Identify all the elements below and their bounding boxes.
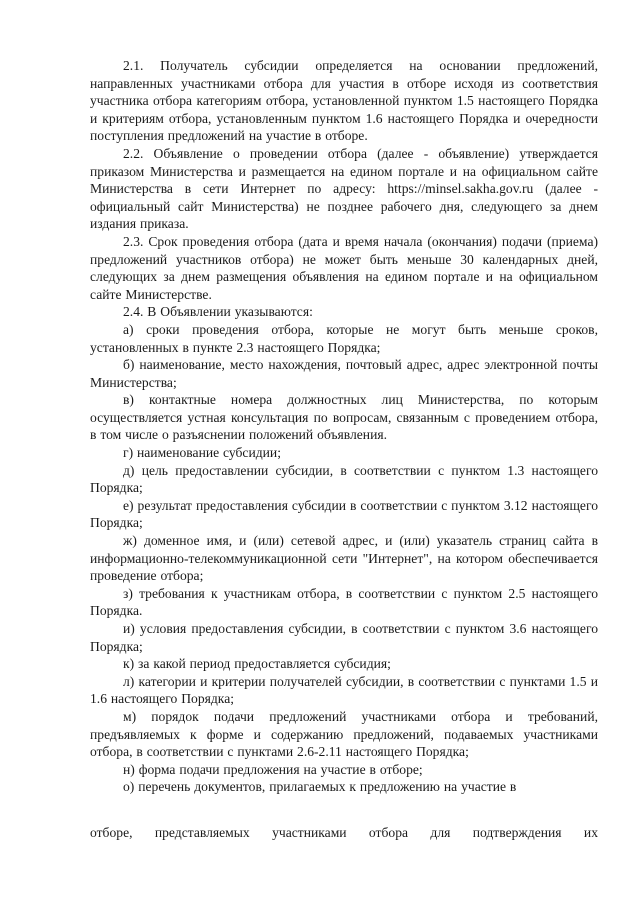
list-item-l: л) категории и критерии получателей субсидии, в соответствии с пунктами 1.5 и 1.6 настоящего Порядка; (90, 673, 598, 707)
list-item-b: б) наименование, место нахождения, почтовый адрес, адрес электронной почты Министерства; (90, 357, 598, 390)
list-item-g: г) наименование субсидии; (123, 445, 281, 461)
list-item-e: е) результат предоставления субсидии в соответствии с пунктом 3.12 настоящего Порядка; (90, 497, 598, 531)
list-item-a: а) сроки проведения отбора, которые не могут быть меньше сроков, установленных в пункте 2.3 настоящего Порядка; (90, 321, 598, 355)
list-item-z: з) требования к участникам отбора, в соответствии с пунктом 2.5 настоящего Порядка. (90, 585, 598, 619)
list-item-k: к) за какой период предоставляется субсидия; (123, 656, 391, 672)
list-item-v: в) контактные номера должностных лиц Министерства, по которым осуществляется устная консультация по вопросам, связанным с проведением отбора, в том числе о разъяснении положений объявления. (90, 392, 598, 443)
paragraph-2-3: 2.3. Срок проведения отбора (дата и время начала (окончания) подачи (приема) предложений участников отбора) не может быть меньше 30 календарных дней, следующих за днем размещения объявления на едином портале и на официальном сайте Министерстве. (90, 233, 598, 302)
list-item-o: о) перечень документов, прилагаемых к предложению на участие в (123, 779, 517, 795)
list-item-zh: ж) доменное имя, и (или) сетевой адрес, и (или) указатель страниц сайта в информационно-телекоммуникационной сети "Интернет", на котором обеспечивается проведение отбора; (90, 533, 598, 584)
list-item-d: д) цель предоставлении субсидии, в соответствии с пунктом 1.3 настоящего Порядка; (90, 462, 598, 496)
list-item-n: н) форма подачи предложения на участие в отборе; (123, 761, 423, 777)
paragraph-2-1: 2.1. Получатель субсидии определяется на основании предложений, направленных участниками отбора для участия в отборе исходя из соответствия участника отбора категориям отбора, установленной пунктом 1.5 настоящего Порядка и критериям отбора, установленным пунктом 1.6 настоящего Порядка и очередности поступления предложений на участие в отборе. (90, 58, 598, 144)
paragraph-2-4: 2.4. В Объявлении указываются: (123, 304, 313, 320)
list-item-i: и) условия предоставления субсидии, в соответствии с пунктом 3.6 настоящего Порядка; (90, 621, 598, 654)
list-item-m: м) порядок подачи предложений участниками отбора и требований, предъявляемых к форме и содержанию предложений, подаваемых участниками отбора, в соответствии с пунктами 2.6-2.11 настоящего Порядка; (90, 708, 598, 760)
paragraph-2-2: 2.2. Объявление о проведении отбора (далее - объявление) утверждается приказом Министерства и размещается на едином портале и на официальном сайте Министерства в сети Интернет по адресу: https://minsel.sakha.gov.ru (далее - официальный сайт Министерства) не позднее рабочего дня, следующего за днем издания приказа. (90, 145, 598, 232)
document-page (90, 57, 598, 842)
list-item-o-continuation: отборе, представляемых участниками отбора для подтверждения их (90, 824, 598, 840)
